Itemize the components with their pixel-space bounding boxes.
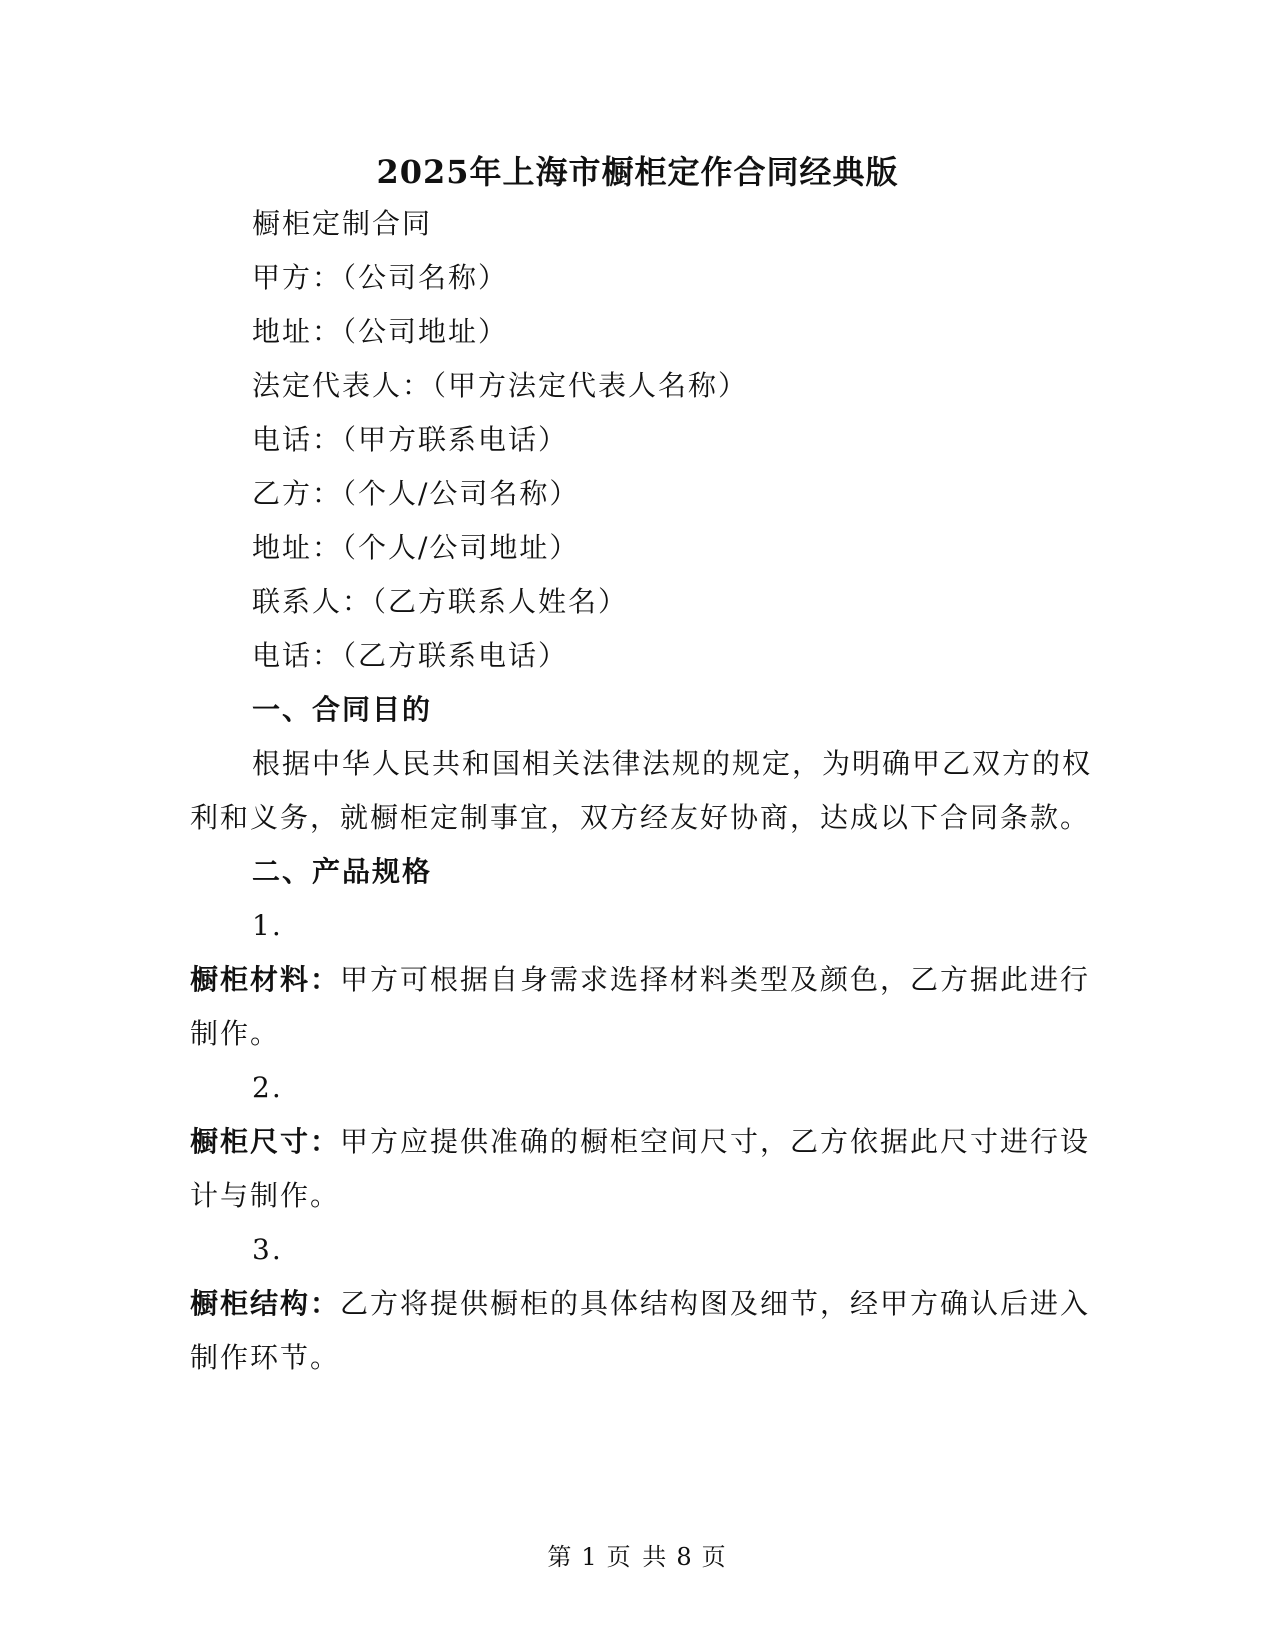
party-a-legal-rep: 法定代表人：（甲方法定代表人名称） <box>252 369 749 402</box>
party-b-phone: 电话：（乙方联系电话） <box>252 639 569 672</box>
item-2-line-1 <box>190 1122 1090 1162</box>
item-2-label: 橱柜尺寸： <box>190 1125 341 1158</box>
item-3-number: 3. <box>252 1233 283 1266</box>
section-2-heading: 二、产品规格 <box>252 855 433 888</box>
party-b-address: 地址：（个人/公司地址） <box>252 531 580 564</box>
item-3-line-1 <box>190 1284 1090 1324</box>
item-3-text: 乙方将提供橱柜的具体结构图及细节，经甲方确认后进入 <box>340 1287 1091 1320</box>
section-1-heading: 一、合同目的 <box>252 693 433 726</box>
item-3-label: 橱柜结构： <box>190 1287 341 1320</box>
party-b-contact: 联系人：（乙方联系人姓名） <box>252 585 629 618</box>
contract-subtitle: 橱柜定制合同 <box>252 207 433 240</box>
item-1-number: 1. <box>252 909 283 942</box>
item-3-line-2: 制作环节。 <box>190 1341 341 1374</box>
item-2-text: 甲方应提供准确的橱柜空间尺寸，乙方依据此尺寸进行设 <box>340 1125 1091 1158</box>
item-1-label: 橱柜材料： <box>190 963 341 996</box>
party-a-phone: 电话：（甲方联系电话） <box>252 423 569 456</box>
item-2-line-2: 计与制作。 <box>190 1179 341 1212</box>
section-1-text-line-2: 利和义务，就橱柜定制事宜，双方经友好协商，达成以下合同条款。 <box>190 801 1091 834</box>
footer-page-current: 1 <box>581 1543 599 1571</box>
party-b-name: 乙方：（个人/公司名称） <box>252 477 580 510</box>
page-title: 2025年上海市橱柜定作合同经典版 <box>376 153 899 191</box>
footer-page-label: 第 <box>547 1543 574 1571</box>
party-a-name: 甲方：（公司名称） <box>252 261 509 294</box>
footer-page-mid: 页 共 <box>606 1543 669 1571</box>
item-1-text: 甲方可根据自身需求选择材料类型及颜色，乙方据此进行 <box>340 963 1091 996</box>
item-1-line-2: 制作。 <box>190 1017 281 1050</box>
footer-page-total: 8 <box>676 1543 694 1571</box>
footer-page-suffix: 页 <box>701 1543 728 1571</box>
item-1-line-1 <box>190 960 1090 1000</box>
page-footer <box>0 1540 1275 1574</box>
party-a-address: 地址：（公司地址） <box>252 315 509 348</box>
item-2-number: 2. <box>252 1071 283 1104</box>
section-1-text-line-1: 根据中华人民共和国相关法律法规的规定，为明确甲乙双方的权 <box>252 747 1093 780</box>
